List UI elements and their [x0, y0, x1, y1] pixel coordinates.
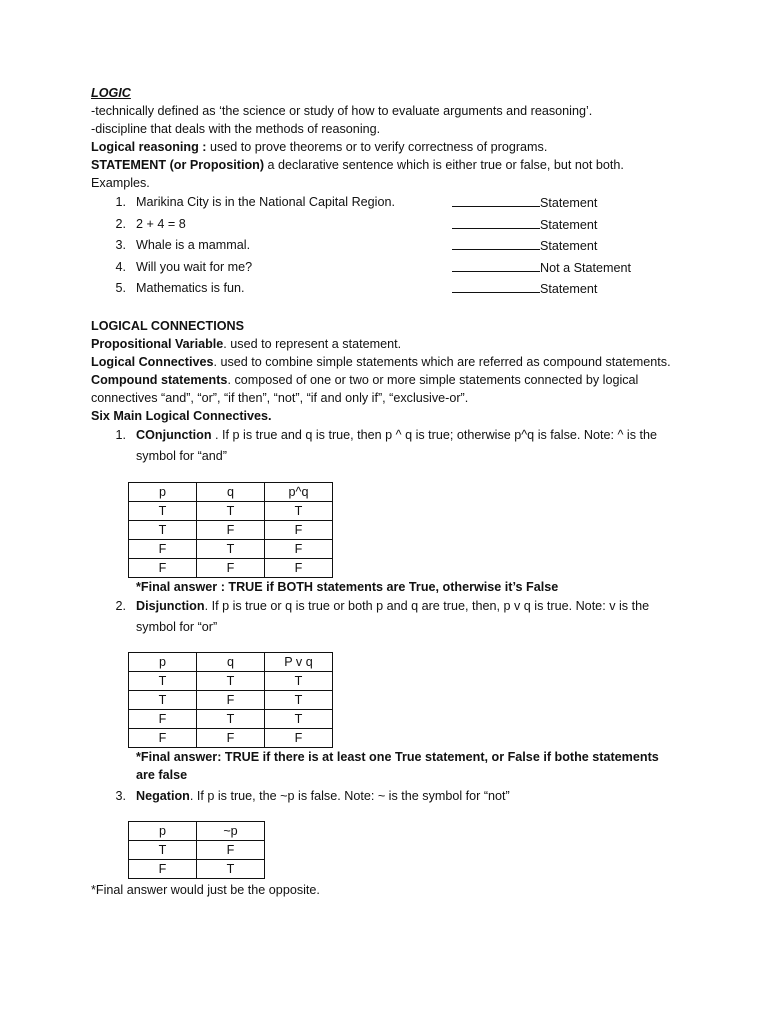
table-cell: T [129, 690, 197, 709]
table-row [129, 520, 333, 539]
table-row [129, 671, 333, 690]
table-cell: T [129, 520, 197, 539]
truth-table-conjunction [128, 482, 333, 578]
truth-table-negation [128, 821, 265, 879]
table-row [129, 690, 333, 709]
list-item [91, 236, 681, 258]
statement-term: STATEMENT (or Proposition) [91, 158, 265, 172]
table-header-row [129, 482, 333, 501]
table-cell: F [129, 859, 197, 878]
table-row [129, 709, 333, 728]
statement-text: a declarative sentence which is either true or false, but not both. [264, 158, 624, 172]
logical-connectives-definition [91, 353, 681, 371]
table-cell: F [129, 728, 197, 747]
table-cell: T [265, 690, 333, 709]
table-cell: F [265, 728, 333, 747]
final-answer-negation: *Final answer would just be the opposite. [91, 882, 320, 897]
logical-connectives-text: . used to combine simple statements which are referred as compound statements. [213, 354, 671, 369]
table-header-cell: ~p [197, 821, 265, 840]
connective-definition: . If p is true or q is true or both p and q are true, then, p v q is true. Note: v is the symbol for “or” [136, 598, 650, 634]
table-row [129, 539, 333, 558]
example-text: Mathematics is fun. [136, 281, 245, 295]
answer-text: Statement [540, 196, 598, 210]
answer-blank [452, 236, 540, 250]
answer-text: Not a Statement [540, 260, 632, 275]
answer-blank [452, 258, 540, 272]
example-text: Whale is a mammal. [136, 238, 251, 252]
answer-blank [452, 215, 540, 229]
table-cell: F [265, 539, 333, 558]
examples-label: Examples. [91, 176, 150, 190]
example-number: 3. [115, 238, 126, 252]
table-header-cell: P v q [265, 652, 333, 671]
table-cell: T [129, 501, 197, 520]
example-answer [452, 215, 597, 234]
table-cell: T [265, 501, 333, 520]
table-cell: T [265, 709, 333, 728]
logical-reasoning-term: Logical reasoning : [91, 140, 207, 154]
examples-list [91, 193, 681, 301]
section-title-connections: LOGICAL CONNECTIONS [91, 318, 244, 333]
list-item [91, 258, 681, 280]
table-header-row [129, 652, 333, 671]
truth-table-disjunction [128, 652, 333, 748]
table-cell: T [129, 671, 197, 690]
table-cell: T [129, 840, 197, 859]
example-number: 5. [115, 281, 126, 295]
table-cell: T [197, 859, 265, 878]
table-cell: T [197, 501, 265, 520]
final-answer-conjunction: *Final answer : TRUE if BOTH statements are True, otherwise it’s False [136, 579, 559, 594]
connective-number: 3. [115, 788, 126, 803]
compound-statements-definition [91, 371, 681, 407]
table-cell: T [197, 539, 265, 558]
example-text: Will you wait for me? [136, 259, 253, 274]
table-header-cell: q [197, 482, 265, 501]
list-item [91, 215, 681, 237]
table-header-cell: p [129, 482, 197, 501]
propositional-variable-definition [91, 335, 681, 353]
table-cell: F [129, 558, 197, 577]
page-title: LOGIC [91, 86, 131, 100]
table-header-row [129, 821, 265, 840]
table-header-cell: p [129, 652, 197, 671]
table-cell: T [265, 671, 333, 690]
table-cell: T [197, 671, 265, 690]
table-cell: F [197, 728, 265, 747]
table-cell: F [129, 539, 197, 558]
answer-text: Statement [540, 217, 598, 232]
list-item [91, 193, 681, 215]
connective-term: Disjunction [136, 598, 205, 613]
definition-2: -discipline that deals with the methods of reasoning. [91, 122, 381, 136]
compound-statements-text: . composed of one or two or more simple statements connected by logical connectives “and”, “or”, “if then”, “not”, “if and only if”, “exclusive-or”. [91, 372, 639, 405]
connective-conjunction [91, 425, 681, 467]
connective-definition: . If p is true and q is true, then p ^ q is true; otherwise p^q is false. Note: ^ is the symbol for “and” [136, 427, 657, 463]
table-cell: F [197, 520, 265, 539]
connective-term: Negation [136, 788, 190, 803]
connective-term: COnjunction [136, 427, 212, 442]
connective-number: 2. [115, 598, 126, 613]
table-cell: F [197, 558, 265, 577]
connective-number: 1. [115, 427, 126, 442]
six-main-connectives-label: Six Main Logical Connectives. [91, 408, 272, 423]
example-answer [452, 258, 631, 277]
table-row [129, 501, 333, 520]
example-text: 2 + 4 = 8 [136, 216, 186, 231]
example-number: 2. [115, 216, 126, 231]
answer-text: Statement [540, 239, 598, 253]
connective-negation [91, 786, 681, 807]
example-answer [452, 279, 597, 298]
table-cell: F [129, 709, 197, 728]
table-row [129, 728, 333, 747]
table-header-cell: p [129, 821, 197, 840]
table-row [129, 859, 265, 878]
table-cell: F [197, 840, 265, 859]
propositional-variable-term: Propositional Variable [91, 336, 224, 351]
table-header-cell: p^q [265, 482, 333, 501]
table-header-cell: q [197, 652, 265, 671]
logical-connectives-term: Logical Connectives [91, 354, 214, 369]
answer-text: Statement [540, 282, 598, 296]
example-number: 1. [115, 195, 126, 209]
connective-disjunction [91, 596, 681, 638]
table-cell: F [265, 520, 333, 539]
table-cell: F [197, 690, 265, 709]
statement-definition [91, 156, 681, 174]
logical-reasoning-text: used to prove theorems or to verify correctness of programs. [206, 140, 548, 154]
example-answer [452, 193, 597, 212]
answer-blank [452, 193, 540, 207]
example-text: Marikina City is in the National Capital Region. [136, 195, 395, 209]
table-cell: F [265, 558, 333, 577]
table-cell: T [197, 709, 265, 728]
answer-blank [452, 279, 540, 293]
logical-reasoning-definition [91, 138, 681, 156]
definition-1: -technically defined as ‘the science or study of how to evaluate arguments and reasoning’. [91, 104, 593, 118]
list-item [91, 279, 681, 301]
table-row [129, 558, 333, 577]
document-content [91, 84, 681, 899]
final-answer-disjunction: *Final answer: TRUE if there is at least one True statement, or False if bothe statements are false [136, 749, 659, 782]
compound-statements-term: Compound statements [91, 372, 228, 387]
table-row [129, 840, 265, 859]
propositional-variable-text: . used to represent a statement. [223, 336, 402, 351]
example-answer [452, 236, 597, 255]
connective-definition: . If p is true, the ~p is false. Note: ~ is the symbol for “not” [189, 788, 510, 803]
example-number: 4. [115, 259, 126, 274]
